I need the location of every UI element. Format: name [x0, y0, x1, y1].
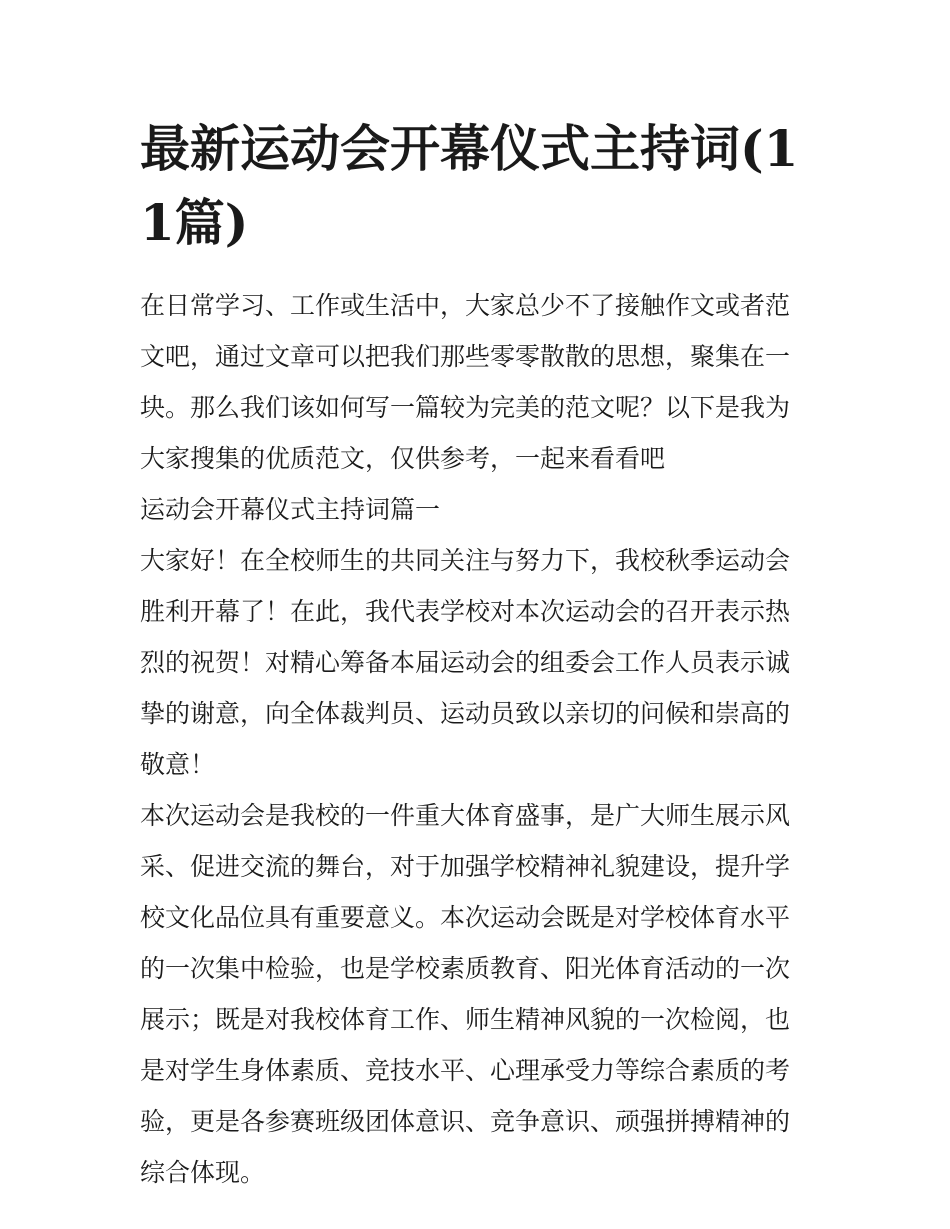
intro-paragraph: 在日常学习、工作或生活中，大家总少不了接触作文或者范文吧，通过文章可以把我们那些零零散散的思想，聚集在一块。那么我们该如何写一篇较为完美的范文呢？以下是我为大家搜集的优质范文，仅供参考，一起来看看吧 [140, 291, 791, 473]
document-title: 最新运动会开幕仪式主持词(11篇) [140, 119, 799, 252]
body-paragraph: 大家好！在全校师生的共同关注与努力下，我校秋季运动会胜利开幕了！在此，我代表学校对本次运动会的召开表示热烈的祝贺！对精心筹备本届运动会的组委会工作人员表示诚挚的谢意，向全体裁判员、运动员致以亲切的问候和崇高的敬意！ [140, 546, 791, 779]
document-page [140, 112, 812, 1198]
section-heading: 运动会开幕仪式主持词篇一 [140, 495, 441, 524]
body-paragraph: 本次运动会是我校的一件重大体育盛事，是广大师生展示风采、促进交流的舞台，对于加强学校精神礼貌建设，提升学校文化品位具有重要意义。本次运动会既是对学校体育水平的一次集中检验，也是学校素质教育、阳光体育活动的一次展示；既是对我校体育工作、师生精神风貌的一次检阅，也是对学生身体素质、竞技水平、心理承受力等综合素质的考验，更是各参赛班级团体意识、竞争意识、顽强拼搏精神的综合体现。 [140, 801, 791, 1187]
